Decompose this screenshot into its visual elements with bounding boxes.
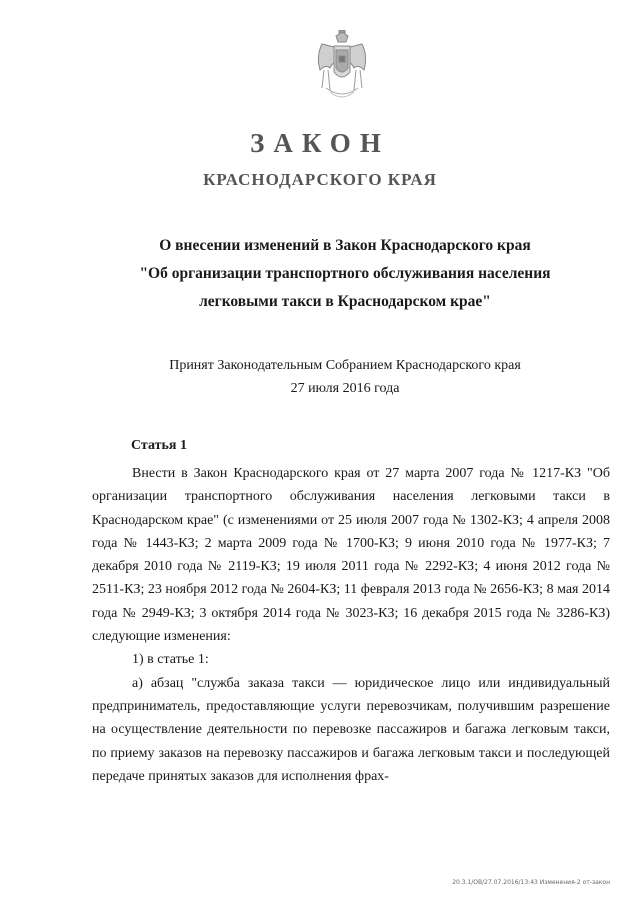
title-line: О внесении изменений в Закон Краснодарского края	[159, 237, 531, 254]
adoption-date: 27 июля 2016 года	[290, 381, 400, 396]
adoption-note	[110, 354, 580, 400]
law-title: ЗАКОН	[250, 128, 390, 158]
coat-of-arms-icon	[312, 30, 372, 104]
adoption-body: Принят Законодательным Собранием Краснодарского края	[169, 358, 521, 373]
document-code: 20.3.1/ОВ/27.07.2016/13:43 Изменения-2 от-закон	[452, 879, 610, 886]
list-item: 1) в статье 1:	[132, 652, 209, 668]
paragraph: Внести в Закон Краснодарского края от 27 марта 2007 года № 1217-КЗ "Об организации транспортного обслуживания населения легковыми такси в Краснодарском крае" (с изменениями от 25 июля 2007 года № 1302-КЗ; 4 апреля 2008 года № 1443-КЗ; 2 марта 2009 года № 1700-КЗ; 9 июня 2010 года № 1977-КЗ; 7 декабря 2010 года № 2119-КЗ; 19 июля 2011 года № 2292-КЗ; 4 июня 2012 года № 2511-КЗ; 23 ноября 2012 года № 2604-КЗ; 11 февраля 2013 года № 2656-КЗ; 8 мая 2014 года № 2949-КЗ; 3 октября 2014 года № 3023-КЗ; 16 декабря 2015 года № 3286-КЗ) следующие изменения:	[92, 466, 610, 645]
region-title: КРАСНОДАРСКОГО КРАЯ	[203, 170, 437, 189]
article-heading: Статья 1	[131, 438, 187, 453]
sub-item: а) абзац "служба заказа такси — юридическое лицо или индивидуальный предприниматель, предоставляющие услуги перевозчикам, получившим разрешение на осуществление деятельности по перевозке пассажиров и багажа легковым такси, по приему заказов на перевозку пассажиров и багажа легковым такси и последующей передаче принятых заказов для исполнения фрах-	[92, 675, 610, 784]
title-line: легковыми такси в Краснодарском крае"	[199, 293, 491, 310]
document-title	[110, 232, 580, 316]
article-body	[92, 462, 610, 788]
title-line: "Об организации транспортного обслуживания населения	[139, 265, 551, 282]
